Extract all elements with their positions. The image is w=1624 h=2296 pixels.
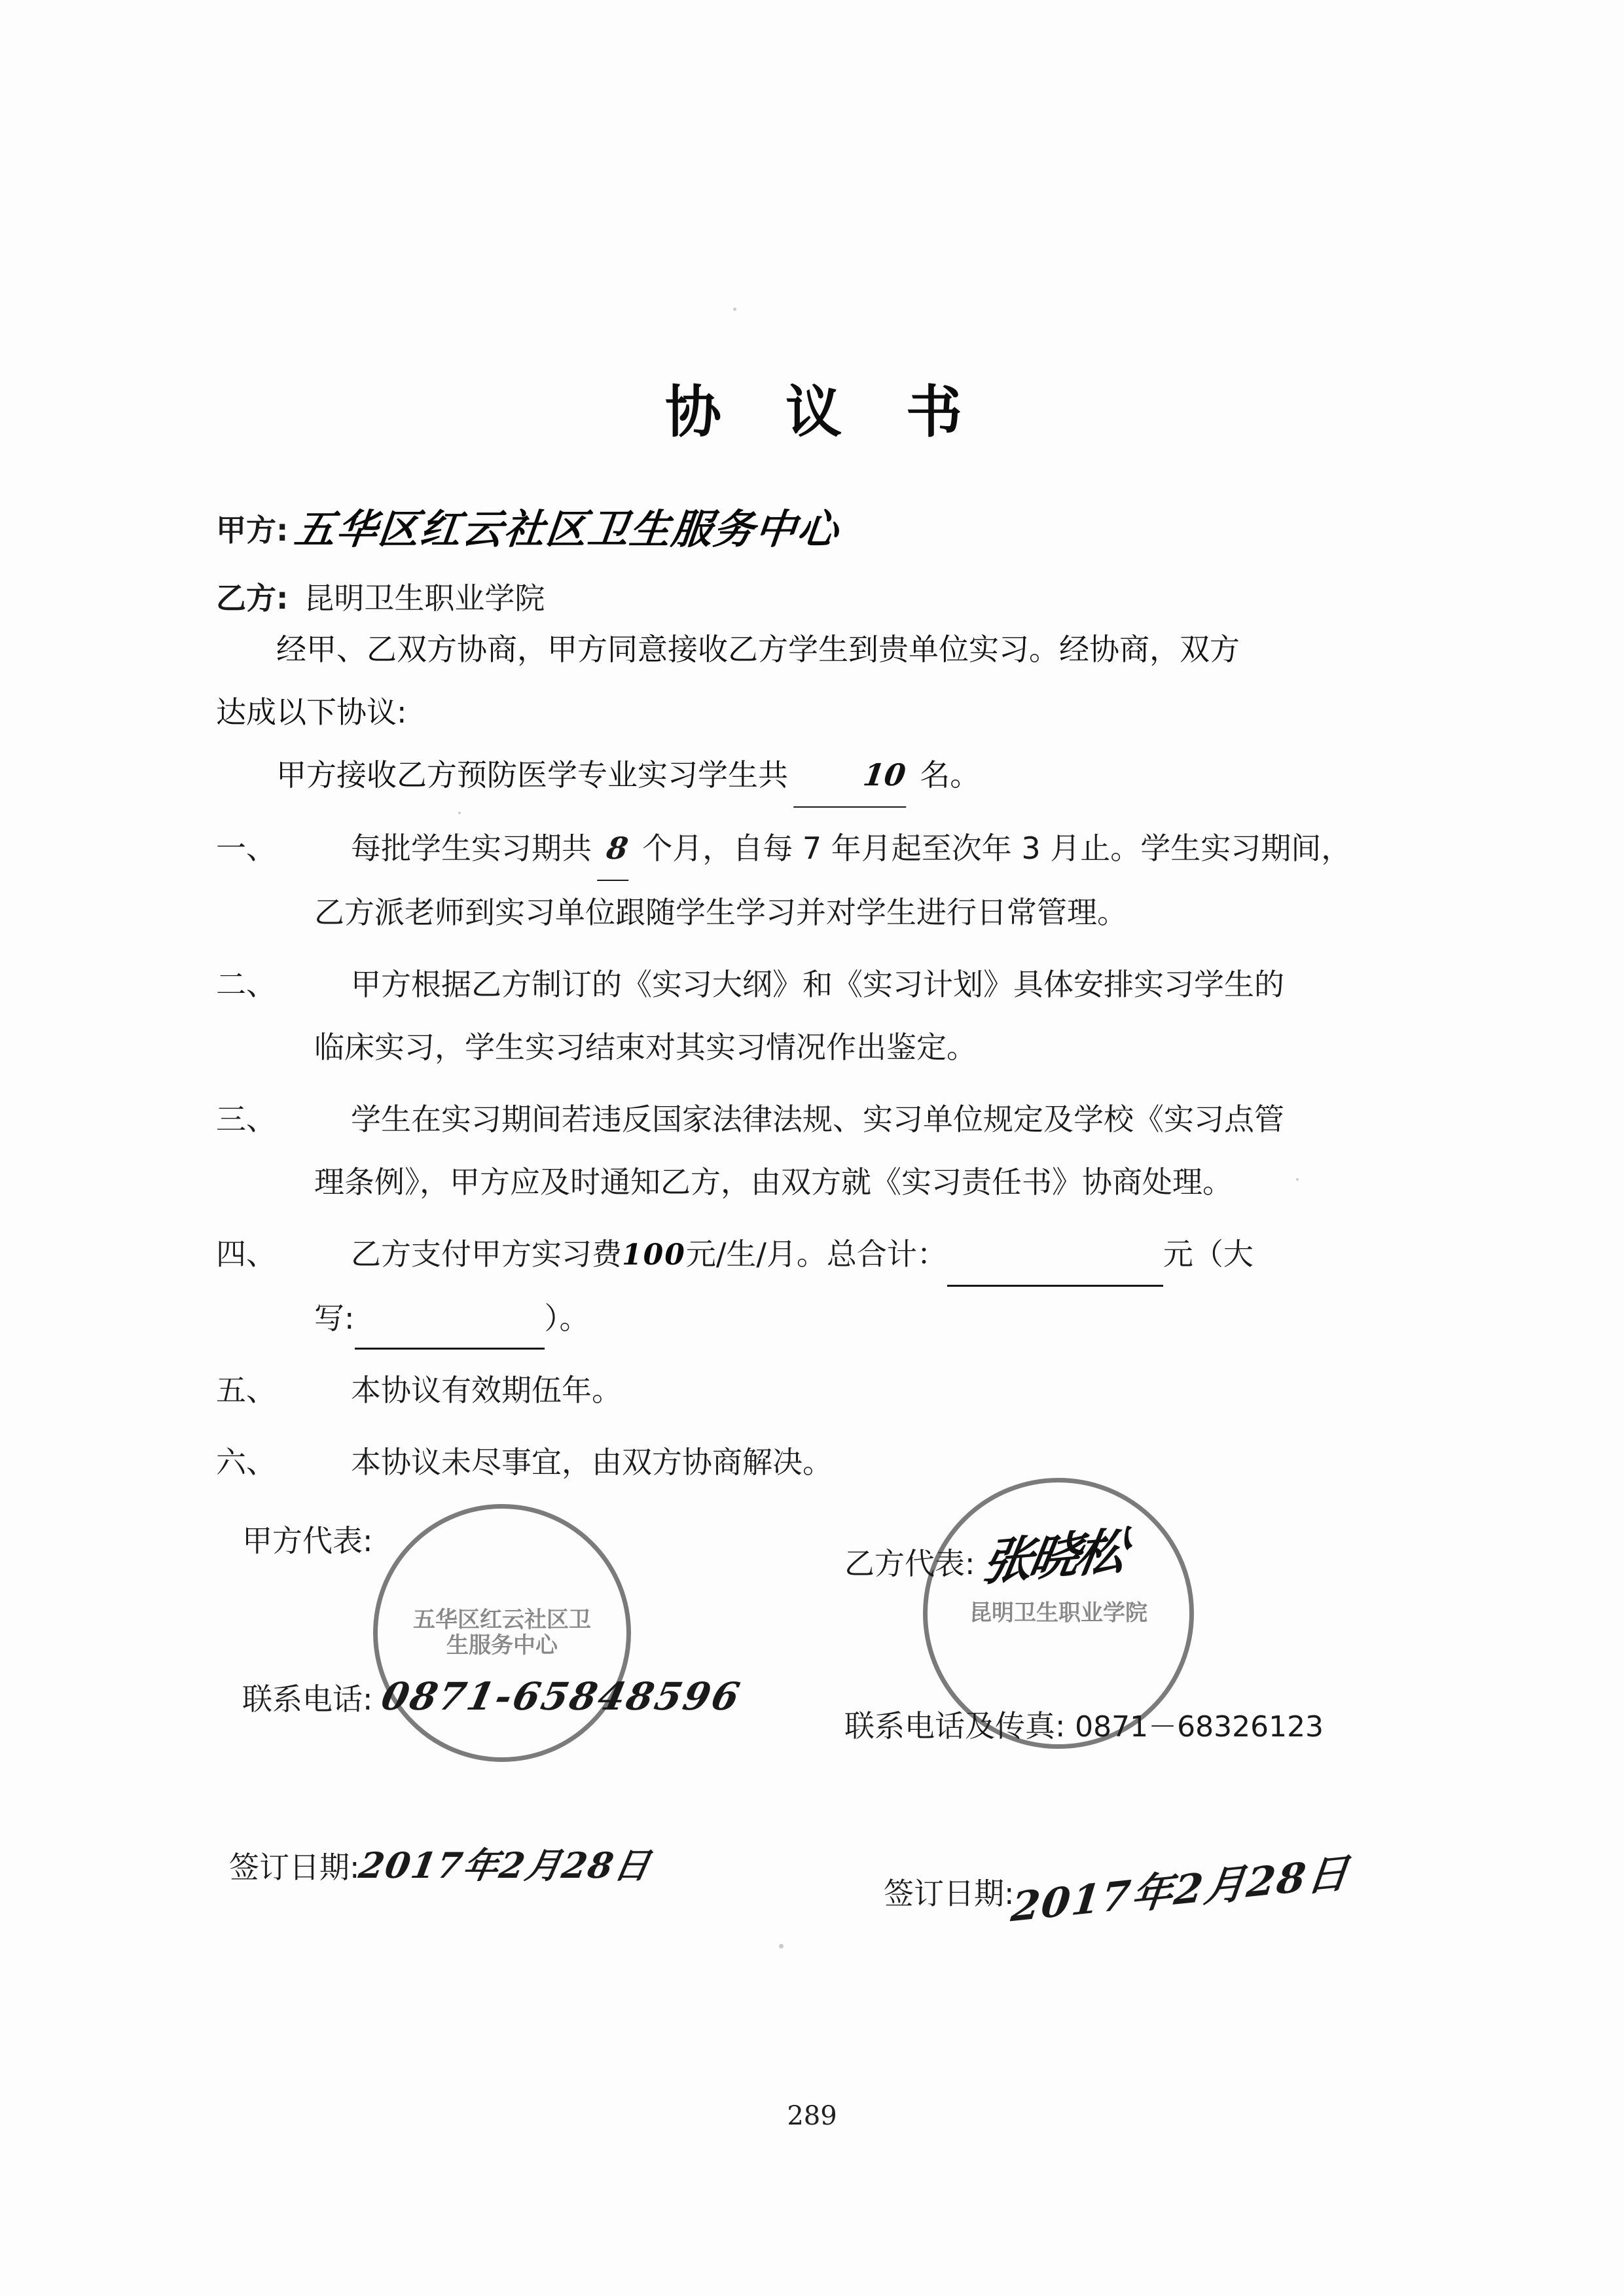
party-b-phone-label: 联系电话及传真:: [844, 1708, 1066, 1744]
clause-5: [216, 1359, 1414, 1422]
clause-4-text-after: 元（大: [1163, 1236, 1254, 1272]
clause-1: [216, 817, 1414, 944]
clause-1-months-handwritten: 8: [597, 817, 638, 881]
clause-4-text-before: 乙方支付甲方实习费: [351, 1236, 622, 1272]
clause-1-line-1: [314, 817, 1414, 881]
clause-4-number: 四、: [216, 1236, 276, 1272]
party-b-rep-signature: 张晓松: [978, 1521, 1128, 1592]
party-a-date-label: 签订日期:: [229, 1850, 360, 1885]
party-a-rep-row: [242, 1517, 740, 1560]
clause-4-line-2-after: ）。: [544, 1300, 590, 1336]
clause-4-body: [314, 1223, 1414, 1350]
clause-4: [216, 1223, 1414, 1350]
party-b-phone-row: [844, 1702, 1324, 1746]
clause-2-line-2: 临床实习，学生实习结束对其实习情况作出鉴定。: [314, 1030, 977, 1065]
party-b-date-label: 签订日期:: [884, 1876, 1015, 1911]
party-b-rep-row: [844, 1517, 1324, 1592]
clause-6-line-1-text: 本协议未尽事宜，由双方协商解决。: [351, 1444, 833, 1480]
party-b-label: 乙方:: [216, 581, 289, 616]
party-b-row: [216, 550, 1414, 618]
clause-4-fee-handwritten: 100: [622, 1238, 686, 1272]
intake-text-before: 甲方接收乙方预防医学专业实习学生共: [276, 757, 788, 793]
clause-4-line-2: [314, 1287, 1414, 1350]
intake-count-handwritten: 10: [793, 744, 915, 808]
scan-speck: [779, 1944, 784, 1948]
party-a-row: [216, 482, 1414, 553]
intake-text-after: 名。: [920, 757, 981, 793]
party-b-rep-label: 乙方代表:: [844, 1546, 975, 1581]
party-b-date-handwritten: 2017年2月28日: [1008, 1848, 1352, 1931]
clause-5-number: 五、: [216, 1372, 276, 1408]
preamble-line-2: 达成以下协议:: [216, 694, 407, 730]
clause-1-text-after: 个月，自每 7 年月起至次年 3 月止。学生实习期间，: [642, 831, 1352, 866]
dates-row: [216, 1838, 1414, 1936]
party-a-rep-label: 甲方代表:: [242, 1523, 373, 1558]
clause-2: [216, 953, 1414, 1079]
amount-in-words-blank[interactable]: [355, 1319, 545, 1350]
agreement-body: [216, 367, 1414, 1936]
clause-5-body: [314, 1359, 1414, 1422]
clause-1-number: 一、: [216, 831, 276, 866]
clause-6-number: 六、: [216, 1444, 276, 1480]
clause-1-line-2: 乙方派老师到实习单位跟随学生学习并对学生进行日常管理。: [314, 895, 1127, 930]
party-b-date: [884, 1848, 1352, 1931]
clause-3-line-1: [314, 1088, 1414, 1151]
party-a-name-handwritten: 五华区红云社区卫生服务中心: [292, 505, 842, 553]
total-amount-blank[interactable]: [947, 1256, 1163, 1287]
clause-2-line-1: [314, 953, 1414, 1016]
clause-1-body: [314, 817, 1414, 944]
page-number: 289: [787, 2101, 837, 2131]
clause-2-number: 二、: [216, 967, 276, 1002]
intake-line: [216, 744, 1414, 808]
party-a-phone-label: 联系电话:: [242, 1681, 373, 1717]
scan-speck: [733, 308, 736, 311]
party-b-seal-text: 昆明卫生职业学院: [969, 1600, 1147, 1626]
clause-3-body: [314, 1088, 1414, 1213]
party-a-label: 甲方:: [216, 512, 289, 548]
clause-4-text-mid: 元/生/月。总合计：: [685, 1236, 947, 1272]
party-a-signature-block: [242, 1517, 746, 1719]
clause-4-line-2-before: 写:: [314, 1300, 355, 1336]
clause-1-text-before: 每批学生实习期共: [351, 831, 592, 866]
party-b-phone-value: 0871－68326123: [1075, 1710, 1324, 1744]
party-b-signature-block: [844, 1517, 1324, 1746]
clause-6-body: [314, 1431, 1414, 1494]
clause-3: [216, 1088, 1414, 1213]
party-a-phone-handwritten: 0871-65848596: [377, 1674, 746, 1719]
clause-2-line-1-text: 甲方根据乙方制订的《实习大纲》和《实习计划》具体安排实习学生的: [351, 967, 1284, 1002]
party-b-name: 昆明卫生职业学院: [304, 581, 545, 616]
party-a-seal-text: 五华区红云社区卫生服务中心: [413, 1606, 591, 1659]
clause-3-line-2: 理条例》，甲方应及时通知乙方，由双方就《实习责任书》协商处理。: [314, 1164, 1233, 1200]
clause-5-line-1-text: 本协议有效期伍年。: [351, 1372, 622, 1408]
page-title: 协 议 书: [665, 379, 984, 445]
party-a-date: [229, 1838, 655, 1888]
clause-6: [216, 1431, 1414, 1494]
clause-2-body: [314, 953, 1414, 1079]
clause-6-line-1: [314, 1431, 1414, 1494]
preamble-line-1: 经甲、乙双方协商，甲方同意接收乙方学生到贵单位实习。经协商，双方: [276, 632, 1240, 667]
clause-3-number: 三、: [216, 1102, 276, 1137]
party-a-date-handwritten: 2017年2月28日: [355, 1844, 655, 1886]
clause-5-line-1: [314, 1359, 1414, 1422]
clause-4-line-1: [314, 1223, 1414, 1287]
clause-3-line-1-text: 学生在实习期间若违反国家法律法规、实习单位规定及学校《实习点管: [351, 1102, 1284, 1137]
party-a-phone-row: [242, 1674, 746, 1719]
signature-area: [216, 1517, 1414, 1799]
